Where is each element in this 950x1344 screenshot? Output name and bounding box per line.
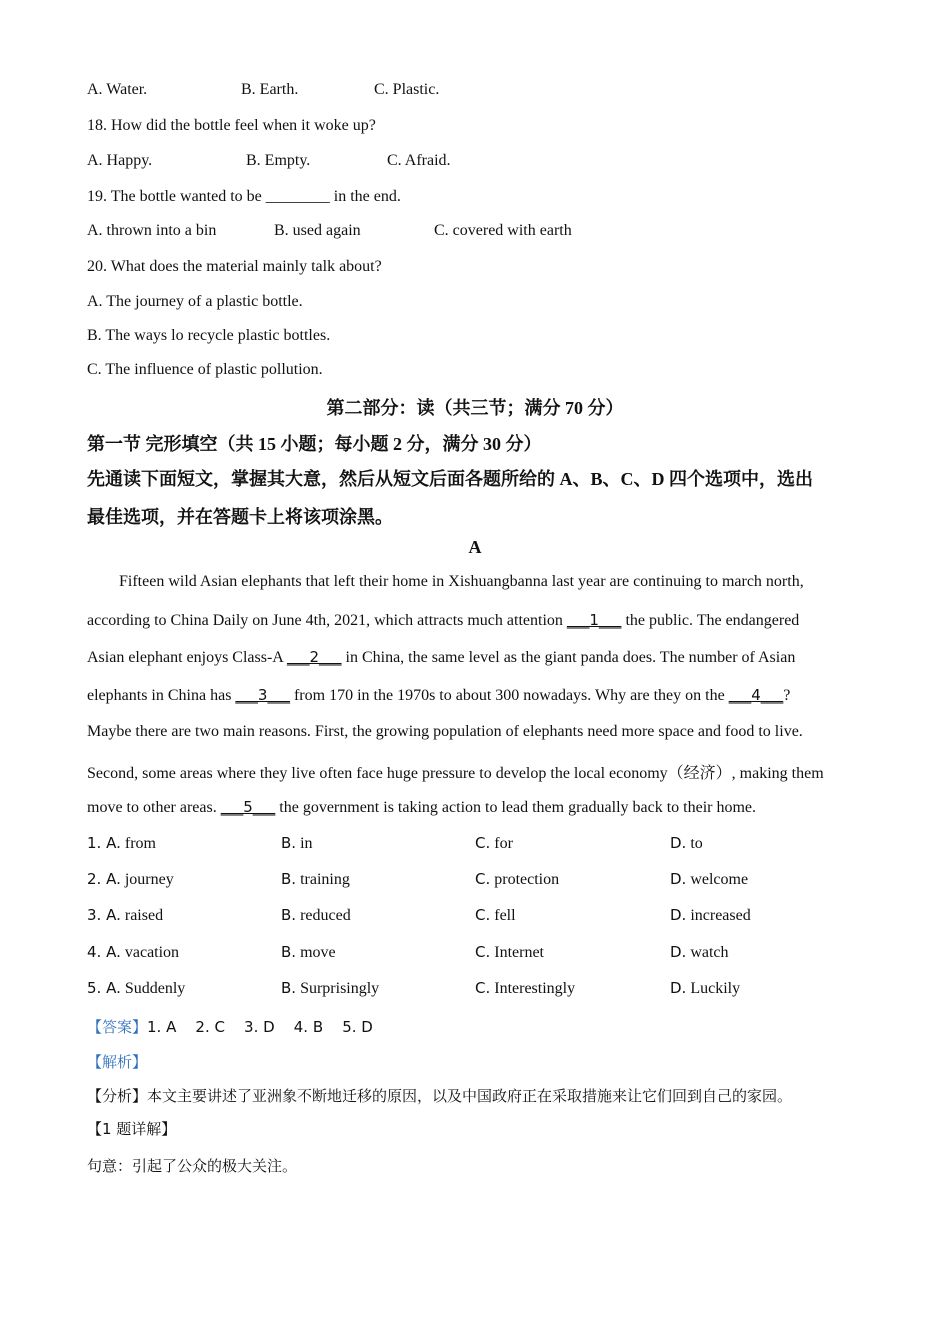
passage-text: Asian elephant enjoys Class-A bbox=[87, 649, 287, 666]
option-a: 3. A. raised bbox=[87, 906, 164, 924]
option-a: 5. A. Suddenly bbox=[87, 979, 186, 997]
passage-line-1: Fifteen wild Asian elephants that left their home in Xishuangbanna last year are continuing to march north, bbox=[119, 573, 804, 590]
passage-line-7 bbox=[87, 798, 867, 817]
answer-line bbox=[87, 1016, 373, 1037]
blank-4: ___4___ bbox=[728, 686, 784, 704]
option-c: C. for bbox=[475, 834, 513, 852]
blank-2: ___2___ bbox=[286, 648, 342, 666]
instruction-line-1: 先通读下面短文，掌握其大意，然后从短文后面各题所给的 A、B、C、D 四个选项中，选出 bbox=[87, 469, 813, 489]
q17-option-c: C. Plastic. bbox=[374, 81, 440, 98]
option-b: B. reduced bbox=[281, 906, 351, 924]
option-a: 4. A. vacation bbox=[87, 943, 180, 961]
q20-question: 20. What does the material mainly talk about? bbox=[87, 258, 382, 275]
option-d: D. increased bbox=[670, 906, 751, 924]
detail-text: 句意：引起了公众的极大关注。 bbox=[87, 1157, 298, 1175]
passage-text: the government is taking action to lead them gradually back to their home. bbox=[275, 799, 757, 816]
section-title: 第一节 完形填空（共 15 小题；每小题 2 分，满分 30 分） bbox=[87, 434, 542, 454]
q20-option-b: B. The ways lo recycle plastic bottles. bbox=[87, 327, 331, 344]
passage-text: elephants in China has bbox=[87, 687, 236, 704]
passage-line-6: Second, some areas where they live often face huge pressure to develop the local economy（经济）, making them bbox=[87, 765, 824, 782]
option-d: D. welcome bbox=[670, 870, 749, 888]
answer-value: 1. A 2. C 3. D 4. B 5. D bbox=[147, 1018, 373, 1036]
option-b: B. move bbox=[281, 943, 336, 961]
q18-question: 18. How did the bottle feel when it woke up? bbox=[87, 117, 376, 134]
q18-option-a: A. Happy. bbox=[87, 152, 153, 169]
q18-option-c: C. Afraid. bbox=[387, 152, 451, 169]
passage-text: in China, the same level as the giant panda does. The number of Asian bbox=[341, 649, 796, 666]
option-c: C. Internet bbox=[475, 943, 544, 961]
q19-option-b: B. used again bbox=[274, 222, 361, 239]
q17-option-a: A. Water. bbox=[87, 81, 148, 98]
option-d: D. to bbox=[670, 834, 703, 852]
q20-option-c: C. The influence of plastic pollution. bbox=[87, 361, 323, 378]
option-b: B. Surprisingly bbox=[281, 979, 380, 997]
blank-1: ___1___ bbox=[566, 611, 622, 629]
passage-label: A bbox=[468, 537, 482, 557]
passage-text: move to other areas. bbox=[87, 799, 221, 816]
option-a: 2. A. journey bbox=[87, 870, 174, 888]
option-c: C. fell bbox=[475, 906, 516, 924]
instruction-line-2: 最佳选项，并在答题卡上将该项涂黑。 bbox=[87, 507, 393, 527]
analysis-label: 【解析】 bbox=[87, 1053, 148, 1071]
q17-option-b: B. Earth. bbox=[241, 81, 299, 98]
option-d: D. Luckily bbox=[670, 979, 741, 997]
q19-option-a: A. thrown into a bin bbox=[87, 222, 217, 239]
blank-3: ___3___ bbox=[235, 686, 290, 704]
option-d: D. watch bbox=[670, 943, 729, 961]
option-c: C. Interestingly bbox=[475, 979, 576, 997]
q20-option-a: A. The journey of a plastic bottle. bbox=[87, 293, 303, 310]
passage-text: the public. The endangered bbox=[621, 612, 800, 629]
detail-label: 【1 题详解】 bbox=[87, 1120, 177, 1138]
option-b: B. in bbox=[281, 834, 313, 852]
q18-option-b: B. Empty. bbox=[246, 152, 311, 169]
option-a: 1. A. from bbox=[87, 834, 156, 852]
passage-text: from 170 in the 1970s to about 300 nowadays. Why are they on the bbox=[289, 687, 729, 704]
passage-line-3 bbox=[87, 648, 867, 667]
passage-line-4 bbox=[87, 686, 867, 705]
passage-text: ? bbox=[783, 687, 791, 704]
passage-line-2 bbox=[87, 611, 867, 630]
analysis-summary: 【分析】本文主要讲述了亚洲象不断地迁移的原因，以及中国政府正在采取措施来让它们回到自己的家园。 bbox=[87, 1087, 793, 1105]
passage-line-5: Maybe there are two main reasons. First, the growing population of elephants need more space and food to live. bbox=[87, 723, 803, 740]
part-two-title: 第二部分：读（共三节；满分 70 分） bbox=[326, 398, 624, 418]
option-b: B. training bbox=[281, 870, 350, 888]
q19-question: 19. The bottle wanted to be ________ in the end. bbox=[87, 188, 401, 205]
passage-text: according to China Daily on June 4th, 2021, which attracts much attention bbox=[87, 612, 567, 629]
answer-label: 【答案】 bbox=[87, 1018, 148, 1036]
q19-option-c: C. covered with earth bbox=[434, 222, 572, 239]
blank-5: ___5___ bbox=[220, 798, 276, 816]
option-c: C. protection bbox=[475, 870, 560, 888]
